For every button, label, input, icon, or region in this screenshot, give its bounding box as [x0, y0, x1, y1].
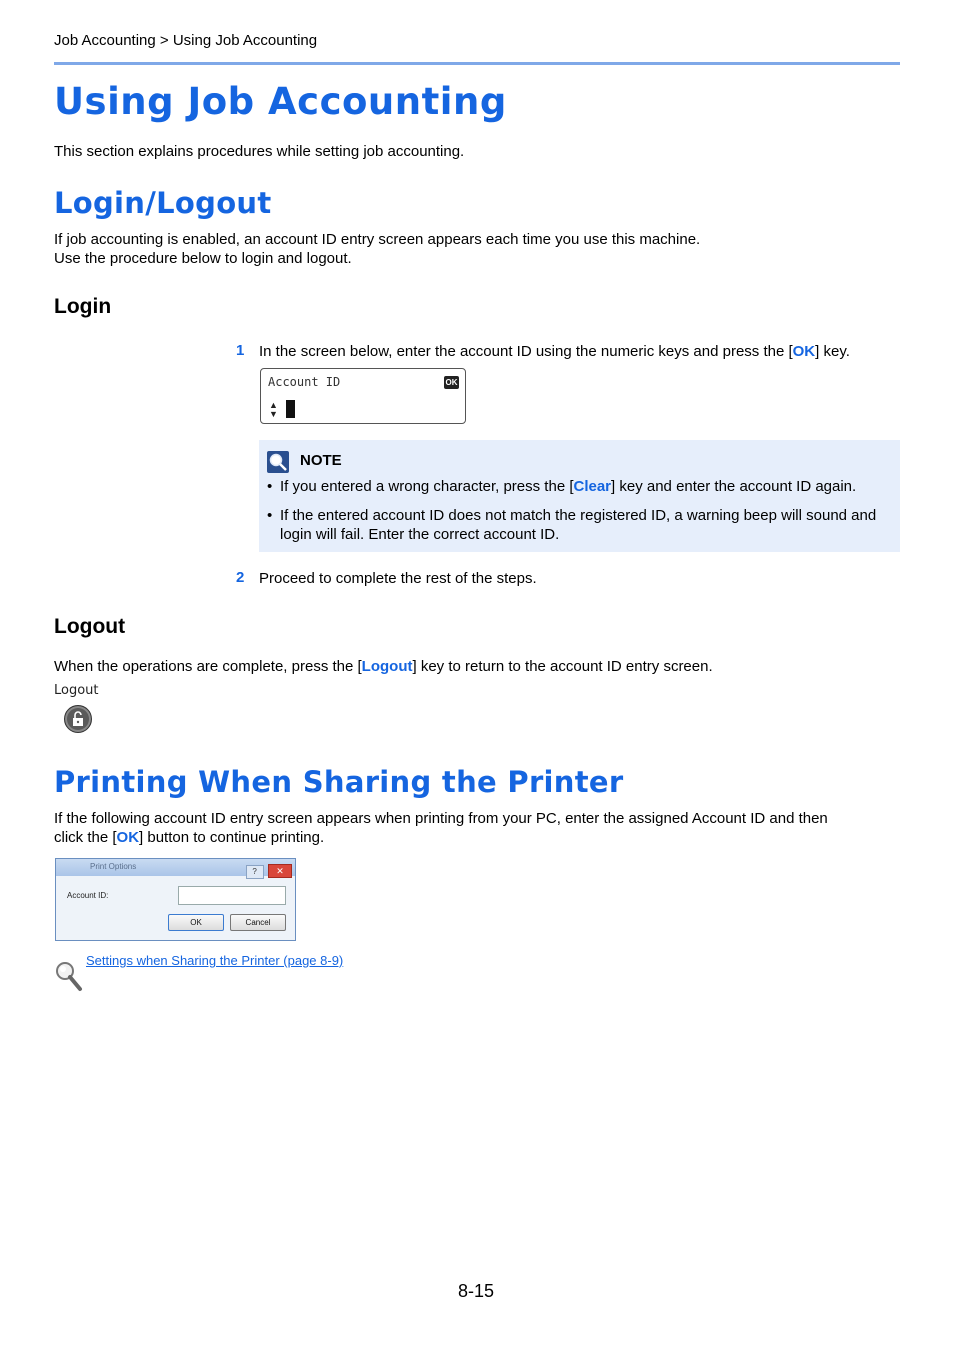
clear-key-label: Clear: [573, 478, 612, 495]
note-item-1-text-b: ] key and enter the account ID again.: [611, 478, 857, 495]
unlock-icon: [65, 706, 91, 732]
login-logout-line1: If job accounting is enabled, an account ID entry screen appears each time you use this machine.: [54, 231, 701, 248]
printing-line2: [54, 828, 324, 847]
note-title: NOTE: [300, 452, 342, 469]
logout-text-b: ] key to return to the account ID entry screen.: [412, 658, 713, 675]
step-1-text-b: ] key.: [815, 343, 850, 360]
step-1-text-a: In the screen below, enter the account ID using the numeric keys and press the [: [259, 343, 793, 360]
account-id-dialog: [55, 858, 296, 941]
header-rule: [54, 62, 900, 65]
note-magnifier-icon: [267, 451, 289, 473]
logout-text-a: When the operations are complete, press the [: [54, 658, 362, 675]
login-logout-heading: Login/Logout: [54, 186, 272, 220]
reference-magnifier-icon: [54, 960, 84, 997]
logout-heading: Logout: [54, 615, 126, 638]
dialog-ok-button[interactable]: OK: [168, 914, 224, 931]
bullet: •: [267, 507, 273, 524]
note-item-2: [267, 506, 892, 544]
note-box: [259, 440, 900, 552]
login-logout-line2: Use the procedure below to login and logout.: [54, 250, 352, 267]
login-heading: Login: [54, 295, 112, 318]
ok-key-label: OK: [792, 343, 816, 360]
step-2-number: 2: [236, 569, 245, 586]
ok-button-label: OK: [116, 829, 140, 846]
printing-heading: Printing When Sharing the Printer: [54, 765, 624, 799]
logout-text: [54, 657, 713, 676]
close-button[interactable]: ✕: [268, 864, 292, 878]
logout-key-label: Logout: [361, 658, 413, 675]
account-id-screen: [260, 368, 466, 424]
dialog-title: Print Options: [90, 862, 137, 871]
page-title: Using Job Accounting: [54, 80, 507, 123]
ok-icon: OK: [445, 378, 458, 387]
note-item-2-text: If the entered account ID does not match the registered ID, a warning beep will sound and login will fail. Enter the correct account ID.: [280, 507, 877, 543]
note-item-1-text-a: If you entered a wrong character, press the [: [280, 478, 574, 495]
breadcrumb: Job Accounting > Using Job Accounting: [54, 32, 318, 49]
bullet: •: [267, 478, 273, 495]
dialog-cancel-button[interactable]: Cancel: [230, 914, 286, 931]
settings-sharing-printer-link[interactable]: Settings when Sharing the Printer (page 8-9): [86, 953, 344, 968]
printing-line2-b: ] button to continue printing.: [139, 829, 325, 846]
dialog-titlebar: [56, 859, 295, 876]
note-item-1: [267, 477, 892, 496]
logout-key-caption: Logout: [54, 683, 99, 698]
page-number: 8-15: [458, 1281, 495, 1301]
account-id-input[interactable]: [178, 886, 286, 905]
help-button[interactable]: ?: [246, 865, 264, 879]
account-id-label: Account ID: [268, 375, 341, 389]
logout-key-button[interactable]: [64, 705, 92, 733]
printing-line1: If the following account ID entry screen appears when printing from your PC, enter the assigned Account ID and then: [54, 810, 828, 827]
intro-text: This section explains procedures while setting job accounting.: [54, 143, 465, 160]
step-1-text: [259, 342, 850, 361]
step-2-text: Proceed to complete the rest of the steps.: [259, 570, 537, 587]
step-1-number: 1: [236, 342, 245, 359]
account-id-field-label: Account ID:: [67, 891, 109, 900]
text-cursor: [286, 400, 295, 418]
printing-line2-a: click the [: [54, 829, 117, 846]
up-down-arrow-icon: ▲ ▼: [269, 400, 278, 419]
